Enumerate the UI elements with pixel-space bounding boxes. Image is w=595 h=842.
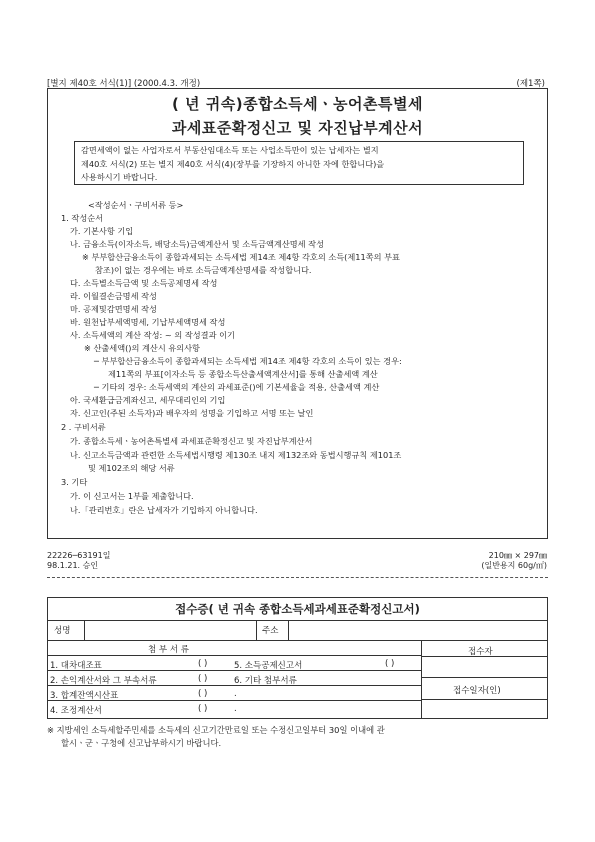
divider (421, 699, 547, 700)
title-line2: 과세표준확정신고 및 자진납부계산서 (171, 119, 424, 137)
form-label: [별지 제40호 서식(1)] (2000.4.3. 개정) (47, 79, 201, 89)
instruction-line: ※ 산출세액()의 계산시 유의사항 (84, 343, 200, 353)
bottom-note-line: 할시ㆍ군ㆍ구청에 신고납부하시기 바랍니다. (61, 738, 222, 748)
receipt-box (47, 597, 548, 719)
divider (421, 677, 547, 678)
divider (48, 640, 547, 641)
doc-item: 4. 조정계산서 (50, 706, 102, 716)
form-number: 22226─63191일 (47, 551, 111, 560)
docs-header: 첨 부 서 류 (148, 645, 189, 655)
doc-mark: ( ) (198, 659, 208, 669)
instruction-line: 나. 신고소득금액과 관련한 소득세법시행령 제130조 내지 제132조와 동법시행규칙 제101조 (70, 450, 402, 460)
instruction-line: 가. 기본사항 기입 (70, 226, 134, 236)
doc-item: 1. 대차대조표 (50, 661, 102, 671)
divider (256, 620, 257, 640)
paper-size: 210㎜ × 297㎜ (488, 551, 547, 560)
doc-item: 6. 기타 첨부서류 (234, 676, 297, 686)
instruction-line: 및 제102조의 해당 서류 (88, 463, 175, 473)
paper-spec (481, 551, 547, 571)
page-number: (제1쪽) (516, 79, 545, 89)
divider (48, 700, 421, 701)
instruction-line: ─ 기타의 경우: 소득세액의 계산의 과세표준()에 기본세율을 적용, 산출세액 계산 (94, 382, 380, 392)
approval-date: 98.1.21. 승인 (47, 561, 99, 570)
instruction-line: 나.「관리번호」란은 납세자가 기입하지 아니합니다. (70, 505, 258, 515)
instruction-line: 참조)이 없는 경우에는 바로 소득금액계산명세를 작성합니다. (95, 265, 312, 275)
divider (84, 620, 85, 640)
instruction-line: 자. 신고인(주된 소득자)과 배우자의 성명을 기입하고 서명 또는 날인 (70, 408, 314, 418)
instruction-line: 마. 공제및감면명세 작성 (70, 304, 157, 314)
notice-line: 제40호 서식(2) 또는 별지 제40호 서식(4)(장부를 기장하지 아니한 자에 한합니다)을 (81, 158, 385, 169)
approval-info (47, 551, 110, 571)
notice-line: 사용하시기 바랍니다. (81, 172, 158, 182)
instruction-line: 3. 기타 (61, 477, 88, 487)
instruction-line: 가. 이 신고서는 1부를 제출합니다. (70, 491, 194, 501)
name-label: 성명 (54, 626, 71, 636)
divider (421, 656, 547, 657)
bottom-note (47, 724, 385, 750)
address-label: 주소 (262, 626, 279, 636)
receiver-label: 접수자 (468, 647, 493, 657)
instruction-line: 아. 국세환급금계좌신고, 세무대리인의 기입 (70, 395, 226, 405)
instruction-line: 2 . 구비서류 (61, 422, 106, 432)
instructions-heading: <작성순서ㆍ구비서류 등> (88, 200, 184, 210)
doc-item: 3. 합계잔액시산표 (50, 691, 119, 701)
instruction-line: 가. 종합소득세ㆍ농어촌특별세 과세표준확정신고 및 자진납부계산서 (70, 436, 313, 446)
doc-mark: ( ) (198, 674, 208, 684)
paper-type: (일반용지 60g/㎡) (481, 561, 547, 570)
instruction-line: 제11쪽의 부표[이자소득 등 종합소득산출세액계산서]를 통해 산출세액 계산 (108, 369, 378, 379)
doc-mark: ( ) (198, 689, 208, 699)
cut-line (47, 577, 548, 578)
divider (48, 685, 421, 686)
divider (48, 655, 421, 656)
notice-box (74, 141, 524, 185)
doc-item: 2. 손익계산서와 그 부속서류 (50, 676, 157, 686)
doc-mark: ( ) (198, 704, 208, 714)
instruction-line: 다. 소득별소득금액 및 소득공제명세 작성 (70, 278, 218, 288)
doc-item: 5. 소득공제신고서 (234, 661, 303, 671)
main-form-box (47, 88, 548, 539)
instruction-line: 사. 소득세액의 계산 작성: ~ 의 작성결과 이기 (70, 330, 235, 340)
doc-mark: ( ) (385, 659, 395, 669)
divider (421, 640, 422, 718)
receipt-title: 접수증( 년 귀속 종합소득세과세표준확정신고서) (48, 598, 547, 621)
instruction-line: ※ 부부합산금융소득이 종합과세되는 소득세법 제14조 제4항 각호의 소득(제11쪽의 부표 (82, 252, 400, 262)
instruction-line: 1. 작성순서 (61, 213, 104, 223)
receipt-date-label: 접수일자(인) (453, 686, 501, 696)
instruction-line: 라. 이월결손금명세 작성 (70, 291, 157, 301)
title-line1: ( 년 귀속)종합소득세ㆍ농어촌특별세 (171, 95, 423, 113)
divider (48, 670, 421, 671)
notice-line: 감면세액이 없는 사업자로서 부동산임대소득 또는 사업소득만이 있는 납세자는 별지 (81, 145, 379, 155)
instruction-line: ─ 부부합산금융소득이 종합과세되는 소득세법 제14조 제4항 각호의 소득이 있는 경우: (94, 356, 402, 366)
instruction-line: 나. 금융소득(이자소득, 배당소득)금액계산서 및 소득금액계산명세 작성 (70, 239, 324, 249)
bottom-note-line: ※ 지방세인 소득세할주민세를 소득세의 신고기간만료일 또는 수정신고일부터 30일 이내에 관 (47, 725, 385, 735)
divider (288, 620, 289, 640)
doc-item: . (234, 689, 237, 699)
doc-item: . (234, 704, 237, 714)
instruction-line: 바. 원천납부세액명세, 기납부세액명세 작성 (70, 317, 226, 327)
